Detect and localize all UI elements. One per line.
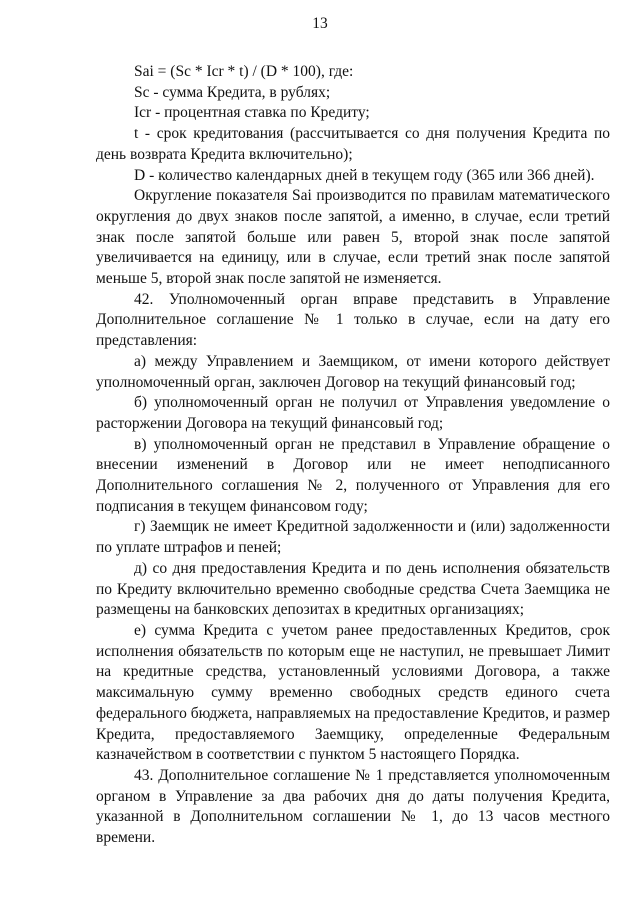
formula-line: Sai = (Sc * Icr * t) / (D * 100), где: <box>134 63 354 80</box>
definition-d: D - количество календарных дней в текущем году (365 или 366 дней). <box>134 166 595 184</box>
clause-43: 43. Дополнительное соглашение № 1 представляется уполномоченным органом в Управление за два рабочих дня до даты получения Кредита, указанной в Дополнительном соглашении № 1, до 13 часов местного времени. <box>96 766 610 847</box>
definition-icr: Icr - процентная ставка по Кредиту; <box>134 104 370 122</box>
clause-42-item-a: а) между Управлением и Заемщиком, от имени которого действует уполномоченный орган, заключен Договор на текущий финансовый год; <box>96 352 610 391</box>
clause-42-item-d: д) со дня предоставления Кредита и по день исполнения обязательств по Кредиту включительно временно свободные средства Счета Заемщика не размещены на банковских депозитах в кредитных организациях; <box>96 559 610 619</box>
clause-42-item-b: б) уполномоченный орган не получил от Управления уведомление о расторжении Договора на текущий финансовый год; <box>96 394 610 432</box>
rounding-paragraph: Округление показателя Sai производится по правилам математического округления до двух знаков после запятой, а именно, в случае, если третий знак после запятой больше или равен 5, второй знак после запятой увеличивается на единицу, или в случае, если третий знак после запятой меньше 5, второй знак после запятой не изменяется. <box>96 187 610 288</box>
definition-sc: Sc - сумма Кредита, в рублях; <box>134 83 331 101</box>
clause-42-item-e: е) сумма Кредита с учетом ранее предоставленных Кредитов, срок исполнения обязательств по которым еще не наступил, не превышает Лимит на кредитные средства, установленный условиями Договора, а также максимальную сумму временно свободных средств единого счета федерального бюджета, направляемых на предоставление Кредитов, и размер Кредита, предоставляемого Заемщику, определенные Федеральным казначейством в соответствии с пунктом 5 настоящего Порядка. <box>96 621 610 764</box>
clause-42-item-v: в) уполномоченный орган не представил в Управление обращение о внесении изменений в Договор или не имеет неподписанного Дополнительного соглашения № 2, полученного от Управления для его подписания в текущем финансовом году; <box>96 435 610 515</box>
document-body <box>96 62 610 849</box>
page-number: 13 <box>312 15 328 32</box>
clause-42-item-g: г) Заемщик не имеет Кредитной задолженности и (или) задолженности по уплате штрафов и пеней; <box>96 518 610 557</box>
definition-t: t - срок кредитования (рассчитывается со дня получения Кредита по день возврата Кредита включительно); <box>96 125 610 163</box>
clause-42: 42. Уполномоченный орган вправе представить в Управление Дополнительное соглашение № 1 только в случае, если на дату его представления: <box>96 290 610 350</box>
